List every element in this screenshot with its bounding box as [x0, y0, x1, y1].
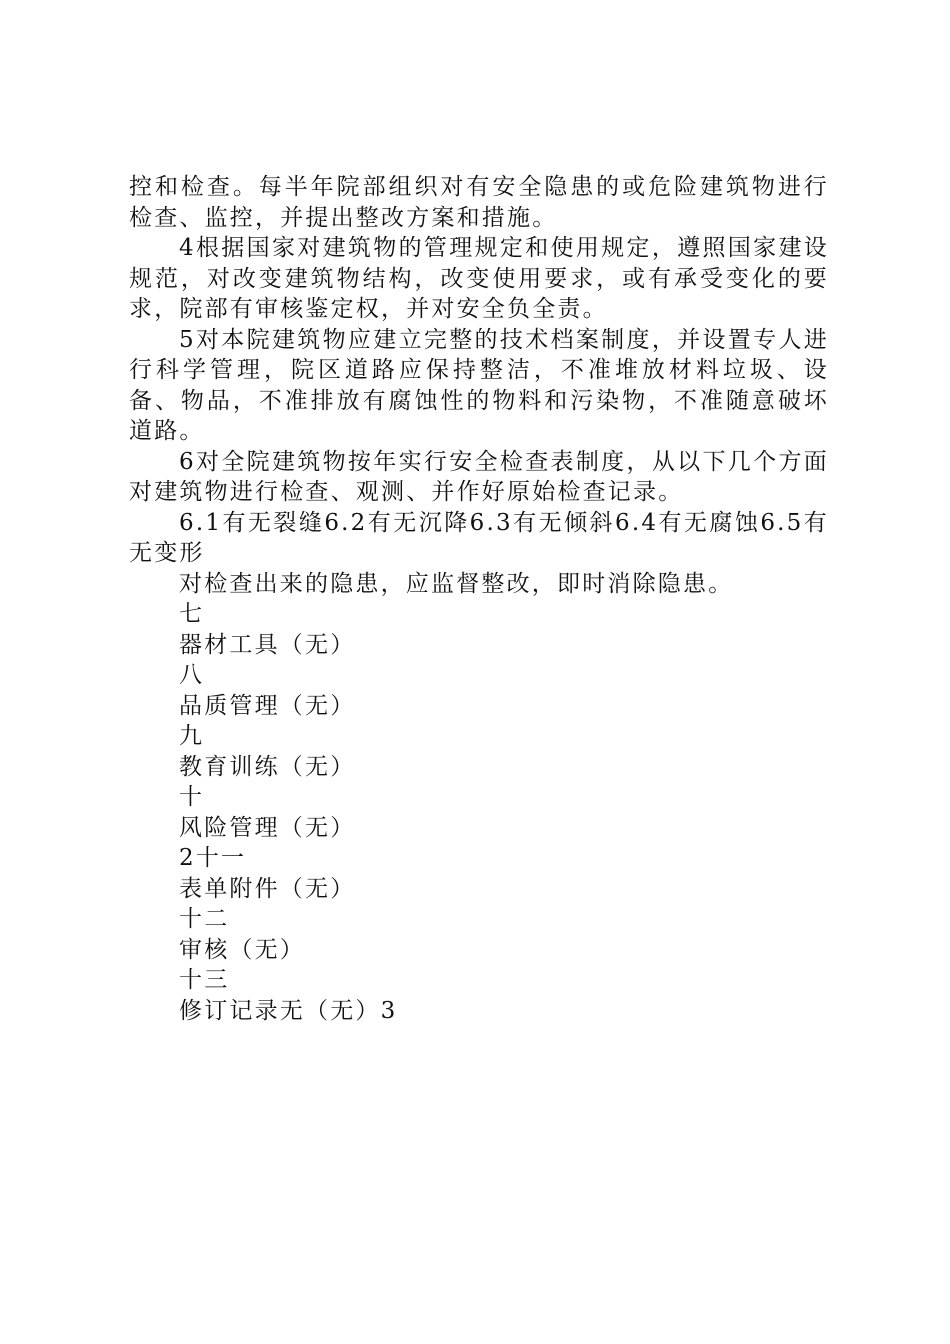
section-title-equipment: 器材工具（无）	[179, 631, 356, 658]
section-number-11: 2十一	[179, 845, 247, 871]
section-title-forms: 表单附件（无）	[179, 875, 356, 902]
paragraph-item-5: 5对本院建筑物应建立完整的技术档案制度，并设置专人进行科学管理，院区道路应保持整洁，不准堆放材料垃圾、设备、物品，不准排放有腐蚀性的物料和污染物，不准随意破坏道路。	[129, 326, 829, 444]
section-title-quality: 品质管理（无）	[179, 692, 356, 719]
paragraph-item-6: 6对全院建筑物按年实行安全检查表制度，从以下几个方面对建筑物进行检查、观测、并作好原始检查记录。	[129, 448, 829, 505]
section-number-8: 八	[179, 662, 205, 688]
line-hazard-rectification: 对检查出来的隐患，应监督整改，即时消除隐患。	[179, 570, 734, 597]
section-title-risk: 风险管理（无）	[179, 814, 356, 841]
paragraph-item-4: 4根据国家对建筑物的管理规定和使用规定，遵照国家建设规范，对改变建筑物结构，改变使用要求，或有承受变化的要求，院部有审核鉴定权，并对安全负全责。	[129, 235, 829, 322]
paragraph-inspection-control: 控和检查。每半年院部组织对有安全隐患的或危险建筑物进行检查、监控，并提出整改方案和措施。	[129, 174, 829, 231]
section-number-7: 七	[179, 601, 205, 627]
section-number-13: 十三	[179, 967, 230, 993]
section-number-12: 十二	[179, 906, 230, 932]
section-title-review: 审核（无）	[179, 936, 305, 963]
section-number-10: 十	[179, 784, 205, 810]
paragraph-item-6-checks: 6.1有无裂缝6.2有无沉降6.3有无倾斜6.4有无腐蚀6.5有无变形	[129, 509, 829, 566]
section-title-revision: 修订记录无（无）3	[179, 997, 398, 1024]
section-number-9: 九	[179, 723, 205, 749]
section-title-training: 教育训练（无）	[179, 753, 356, 780]
document-body	[129, 172, 829, 1026]
